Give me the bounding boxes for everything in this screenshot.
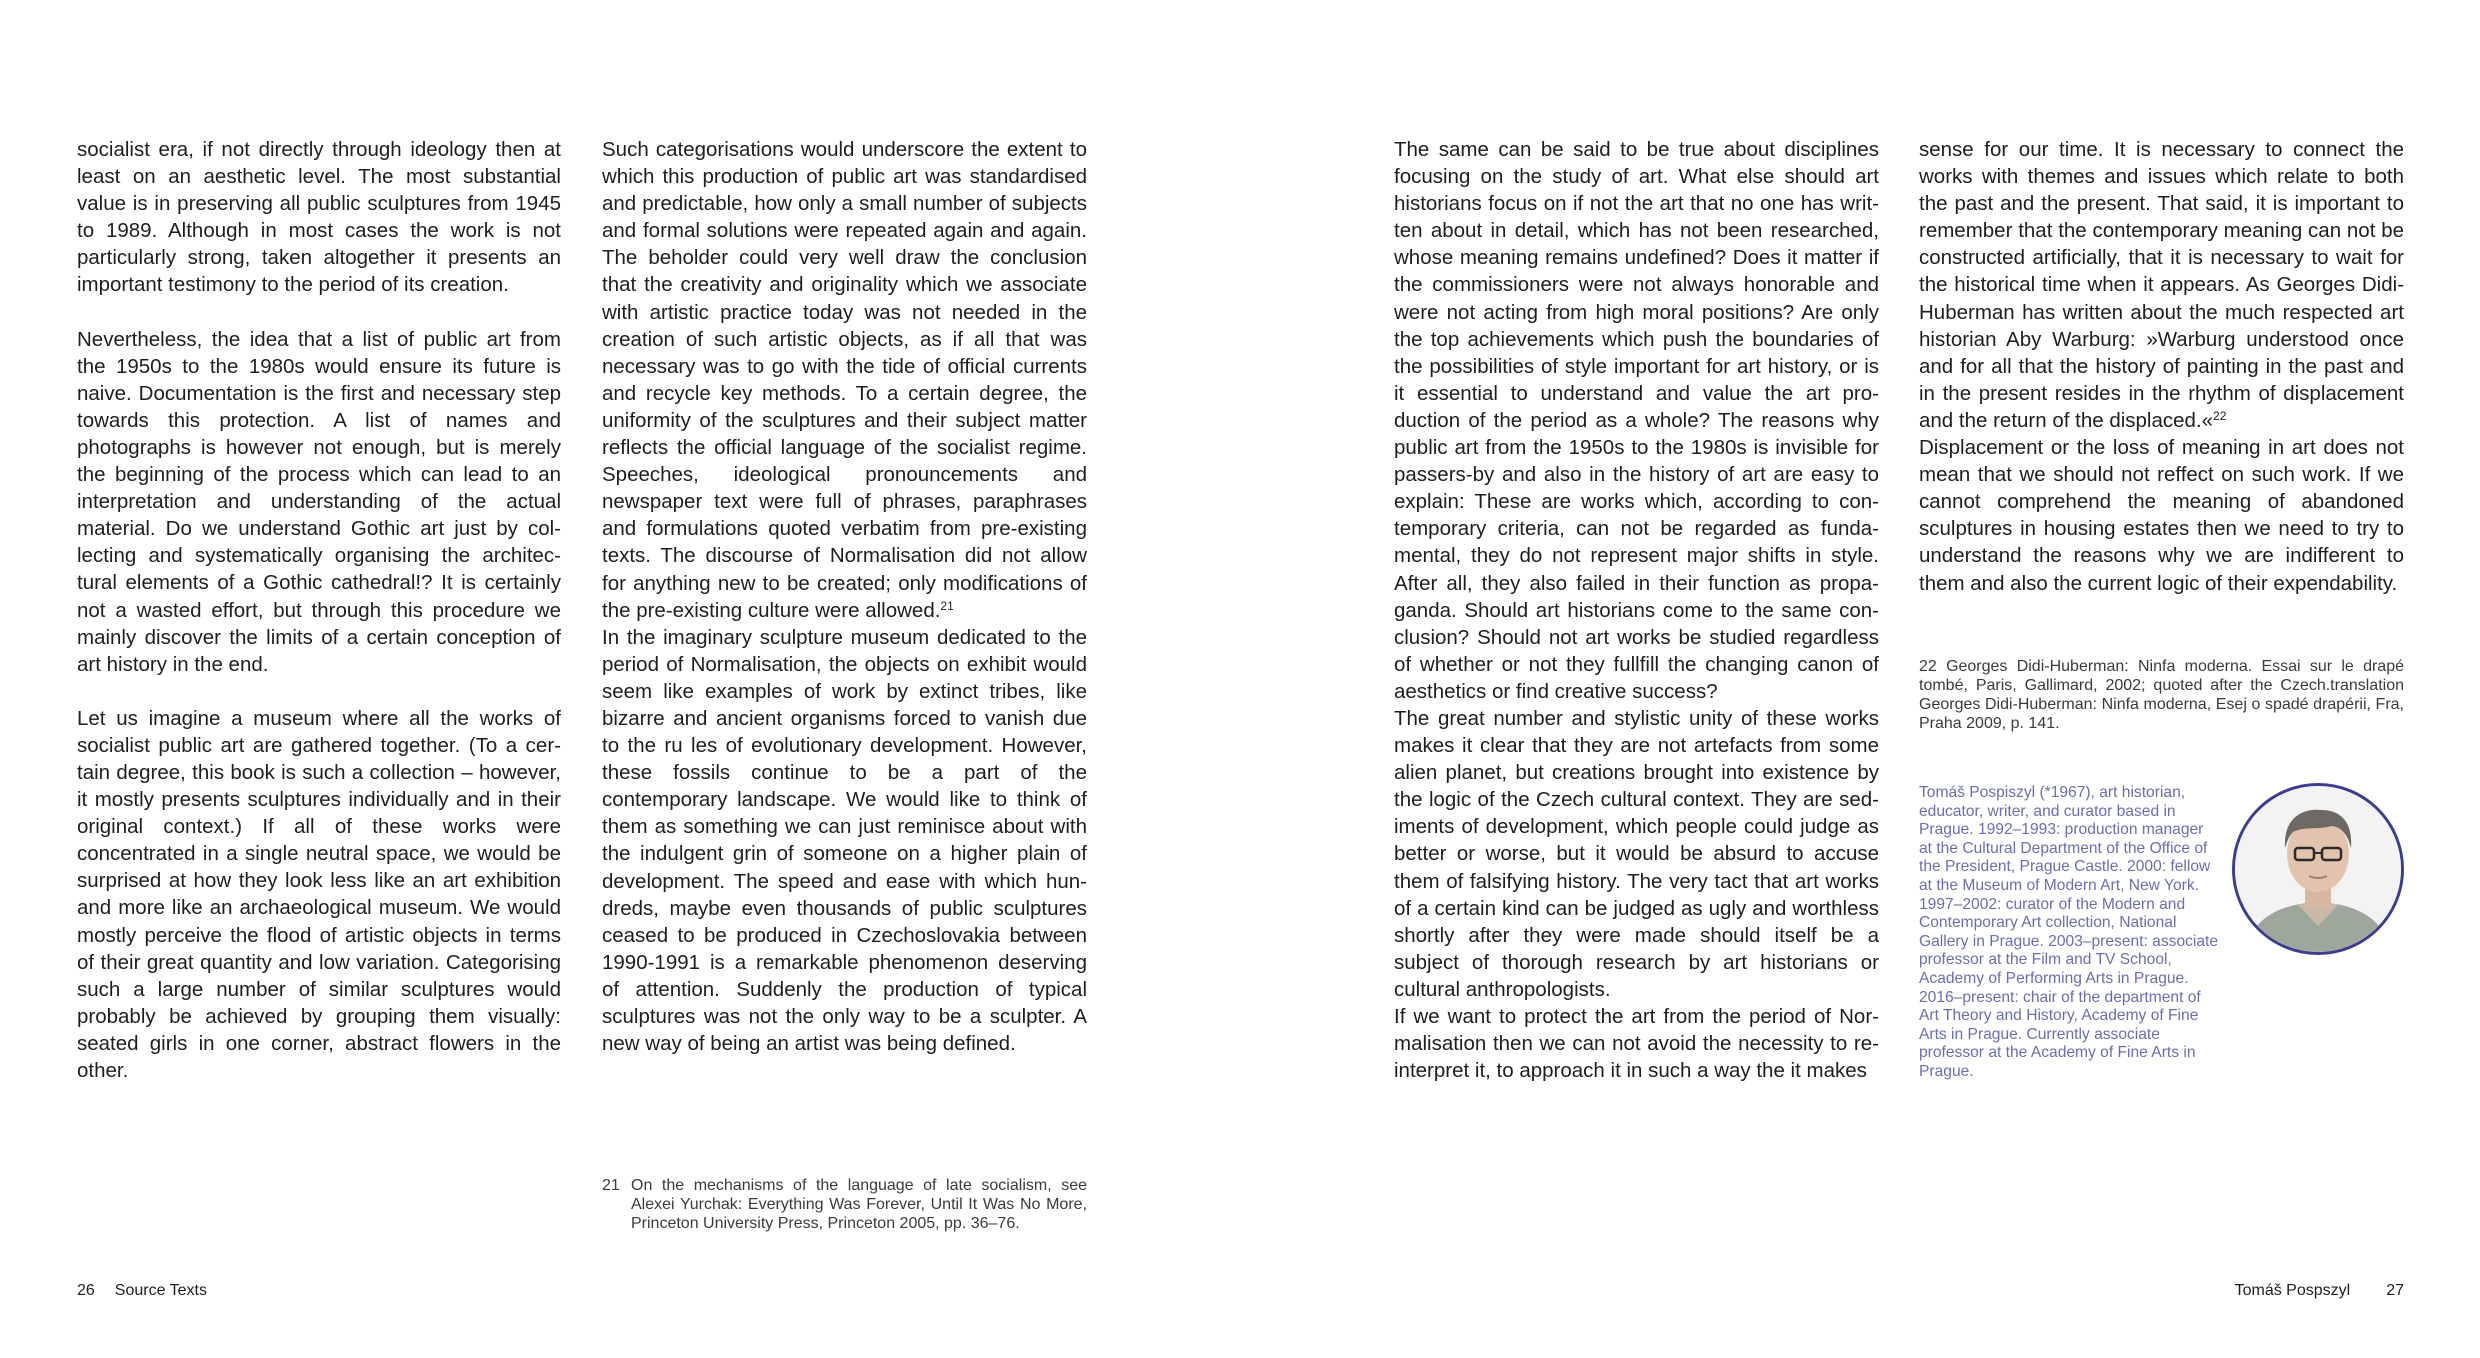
left-page-column-2	[602, 136, 1087, 1057]
section-title: Source Texts	[114, 1282, 207, 1299]
right-page-column-1	[1394, 136, 1879, 1084]
paragraph: Displacement or the loss of meaning in art does not mean that we should not reffect on such work. If we cannot comprehend the meaning of abandoned sculptures in housing estates then we need to try to understand the reasons why we are indifferent to them and also the current logic of their expendability.	[1919, 436, 2404, 595]
footnote-22: 22 Georges Didi-Huberman: Ninfa moderna. Essai sur le drapé tombé, Paris, Gallimard, 2002; quoted after the Czech.translation Georges Didi-Huberman: Ninfa moderna, Esej o spadé drapérii, Fra, Praha 2009, p. 141.	[1919, 658, 2404, 732]
page-number: 27	[2386, 1282, 2404, 1299]
footnote-ref-22[interactable]: 22	[2213, 408, 2227, 423]
footnote-number: 21	[602, 1177, 620, 1194]
paragraph: The great number and stylistic unity of these works makes it clear that they are not artefacts from some alien planet, but creations brought into existence by the logic of the Czech cultural context. They are sediments of development, which people could judge as better or worse, but it would be absurd to accuse them of falsifying history. The very tact that art works of a certain kind can be judged as ugly and worthless shortly after they were made should itself be a subject of thorough research by art historians or cultural anthropologists.	[1394, 706, 1879, 1001]
author-bio: Tomáš Pospiszyl (*1967), art historian, educator, writer, and curator based in Prague. 1992–1993: production manager at the Cultural Department of the Office of the President, Prague Castle. 2000: fellow at the Museum of Modern Art, New York. 1997–2002: curator of the Modern and Contemporary Art collection, National Gallery in Prague. 2003–present: associate professor at the Film and TV School, Academy of Performing Arts in Prague. 2016–present: chair of the department of Art Theory and History, Academy of Fine Arts in Prague. Currently associate professor at the Academy of Fine Arts in Prague.	[1919, 784, 2219, 1080]
footnote-ref-21[interactable]: 21	[940, 598, 954, 613]
author-portrait	[2232, 783, 2404, 955]
paragraph: Nevertheless, the idea that a list of public art from the 1950s to the 1980s would ensure its future is naive. Documentation is the first and necessary step towards this protection. A list of names and photographs is however not enough, but is merely the beginning of the process which can lead to an interpretation and understanding of the actual material. Do we understand Gothic art just by collecting and systematically organising the architectural elements of a Gothic cathedral!? It is certainly not a wasted effort, but through this procedure we mainly discover the limits of a certain conception of art history in the end.	[77, 327, 561, 676]
paragraph: In the imaginary sculpture museum dedicated to the period of Normalisation, the objects on exhibit would seem like examples of work by extinct tribes, like bizarre and ancient organisms forced to vanish due to the ru les of evolutionary development. However, these fossils continue to be a part of the contemporary landscape. We would like to think of them as something we can just reminisce about with the indulgent grin of someone on a higher plain of development. The speed and ease with which hundreds, maybe even thousands of public sculptures ceased to be produced in Czechoslovakia between 1990-1991 is a remarkable phenomenon deserving of attention. Suddenly the production of typical sculptures was not the only way to be a sculpter. A new way of being an artist was being defined.	[602, 625, 1087, 1056]
paragraph-text: sense for our time. It is necessary to connect the works with themes and issues which relate to both the past and the present. That said, it is important to remember that the contemporary meaning can not be constructed artificially, that it is necessary to wait for the historical time when it appears. As Georges Didi-Huberman has written about the much respected art historian Aby Warburg: »Warburg understood once and for all that the history of painting in the past and in the present resides in the rhythm of displacement and the return of the displaced.«	[1919, 138, 2404, 432]
left-folio	[77, 1281, 207, 1301]
page-number: 26	[77, 1282, 95, 1299]
author-name: Tomáš Pospszyl	[2234, 1282, 2351, 1299]
left-page-column-1	[77, 136, 561, 1084]
paragraph: Let us imagine a museum where all the works of socialist public art are gathered together. (To a certain degree, this book is such a collection – however, it mostly presents sculptures individually and in their original context.) If all of these works were concentrated in a single neutral space, we would be surprised at how they look less like an art exhibition and more like an archaeological museum. We would mostly perceive the flood of artistic objects in terms of their great quantity and low variation. Categorising such a large number of similar sculptures would probably be achieved by grouping them visually: seated girls in one corner, abstract flowers in the other.	[77, 706, 561, 1082]
paragraph: If we want to protect the art from the period of Normalisation then we can not avoid the necessity to reinterpret it, to approach it in such a way the it makes	[1394, 1005, 1879, 1083]
paragraph-text: Such categorisations would underscore the extent to which this production of public art was standardised and predictable, how only a small number of subjects and formal solutions were repeated again and again. The beholder could very well draw the conclusion that the creativity and originality which we associate with artistic practice today was not needed in the creation of such artistic objects, as if all that was necessary was to go with the tide of official currents and recycle key methods. To a certain degree, the uniformity of the sculptures and their subject matter reflects the official language of the socialist regime. Speeches, ideological pronouncements and newspaper text were full of phrases, paraphrases and formulations quoted verbatim from pre-existing texts. The discourse of Normalisation did not allow for anything new to be created; only modifications of the pre-existing culture were allowed.	[602, 138, 1087, 622]
right-folio	[2235, 1281, 2404, 1301]
paragraph: The same can be said to be true about disciplines focusing on the study of art. What else should art historians focus on if not the art that no one has written about in detail, which has not been researched, whose meaning remains undefined? Does it matter if the commissioners were not always honorable and were not acting from high moral positions? Are only the top achievements which push the boundaries of the possibilities of style important for art history, or is it essential to understand and value the art production of the period as a whole? The reasons why public art from the 1950s to the 1980s is invisible for passers-by and also in the history of art are easy to explain: These are works which, according to contemporary criteria, can not be regarded as fundamental, they do not represent major shifts in style. After all, they also failed in their function as propaganda. Should art historians come to the same conclusion? Should not art works be studied regardless of whether or not they fullfill the changing canon of aesthetics or find creative success?	[1394, 138, 1879, 703]
paragraph	[1919, 136, 2404, 434]
footnote-text: On the mechanisms of the language of late socialism, see Alexei Yurchak: Everything Was Forever, Until It Was No More, Princeton University Press, Princeton 2005, pp. 36–76.	[631, 1177, 1087, 1232]
footnote-21	[602, 1176, 1087, 1233]
portrait-illustration	[2235, 786, 2401, 952]
right-page-column-2	[1919, 136, 2404, 597]
paragraph: socialist era, if not directly through ideology then at least on an aesthetic level. The most substantial value is in preserving all public sculptures from 1945 to 1989. Although in most cases the work is not particularly strong, taken altogether it presents an important testimony to the period of its creation.	[77, 138, 561, 297]
paragraph	[602, 136, 1087, 624]
